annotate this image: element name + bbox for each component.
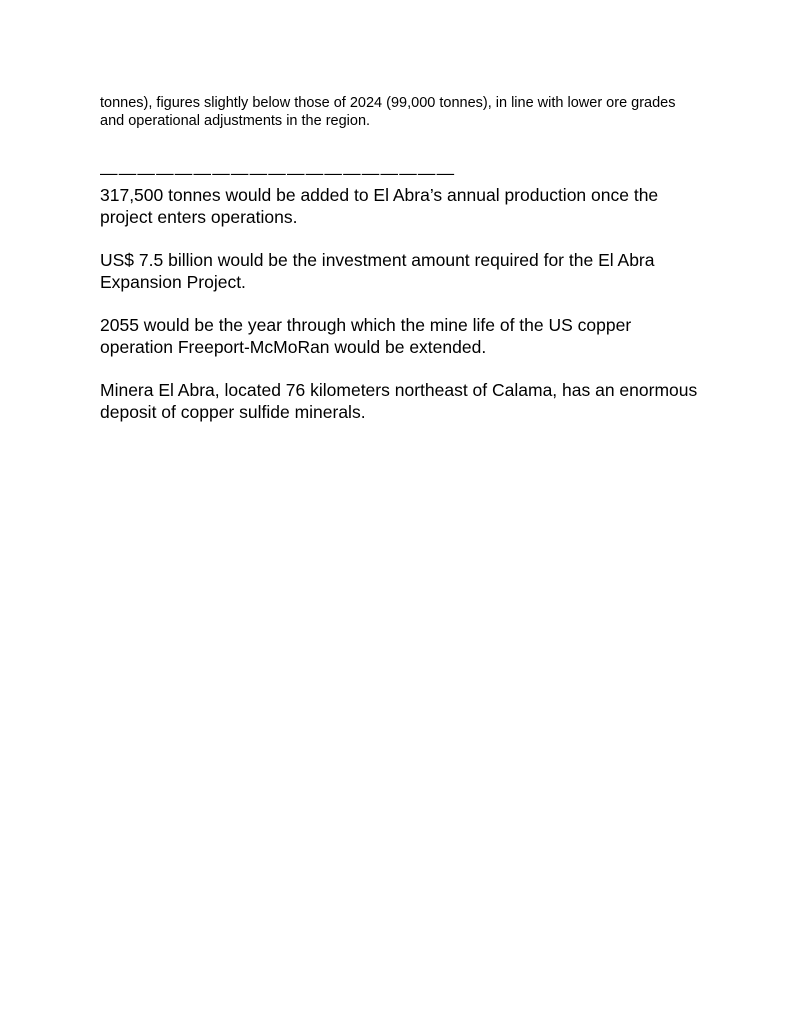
intro-paragraph: tonnes), figures slightly below those of 2024 (99,000 tonnes), in line with lower ore grades and operational adjustments in the region. [100, 95, 676, 129]
fact-mine-life: 2055 would be the year through which the mine life of the US copper operation Freeport-McMoRan would be extended. [100, 315, 632, 357]
fact-location: Minera El Abra, located 76 kilometers northeast of Calama, has an enormous deposit of copper sulfide minerals. [100, 380, 698, 422]
section-separator: ——————————————————— [100, 163, 456, 183]
fact-production: 317,500 tonnes would be added to El Abra’s annual production once the project enters operations. [100, 185, 659, 227]
facts-list [100, 184, 700, 444]
fact-investment: US$ 7.5 billion would be the investment amount required for the El Abra Expansion Project. [100, 250, 655, 292]
